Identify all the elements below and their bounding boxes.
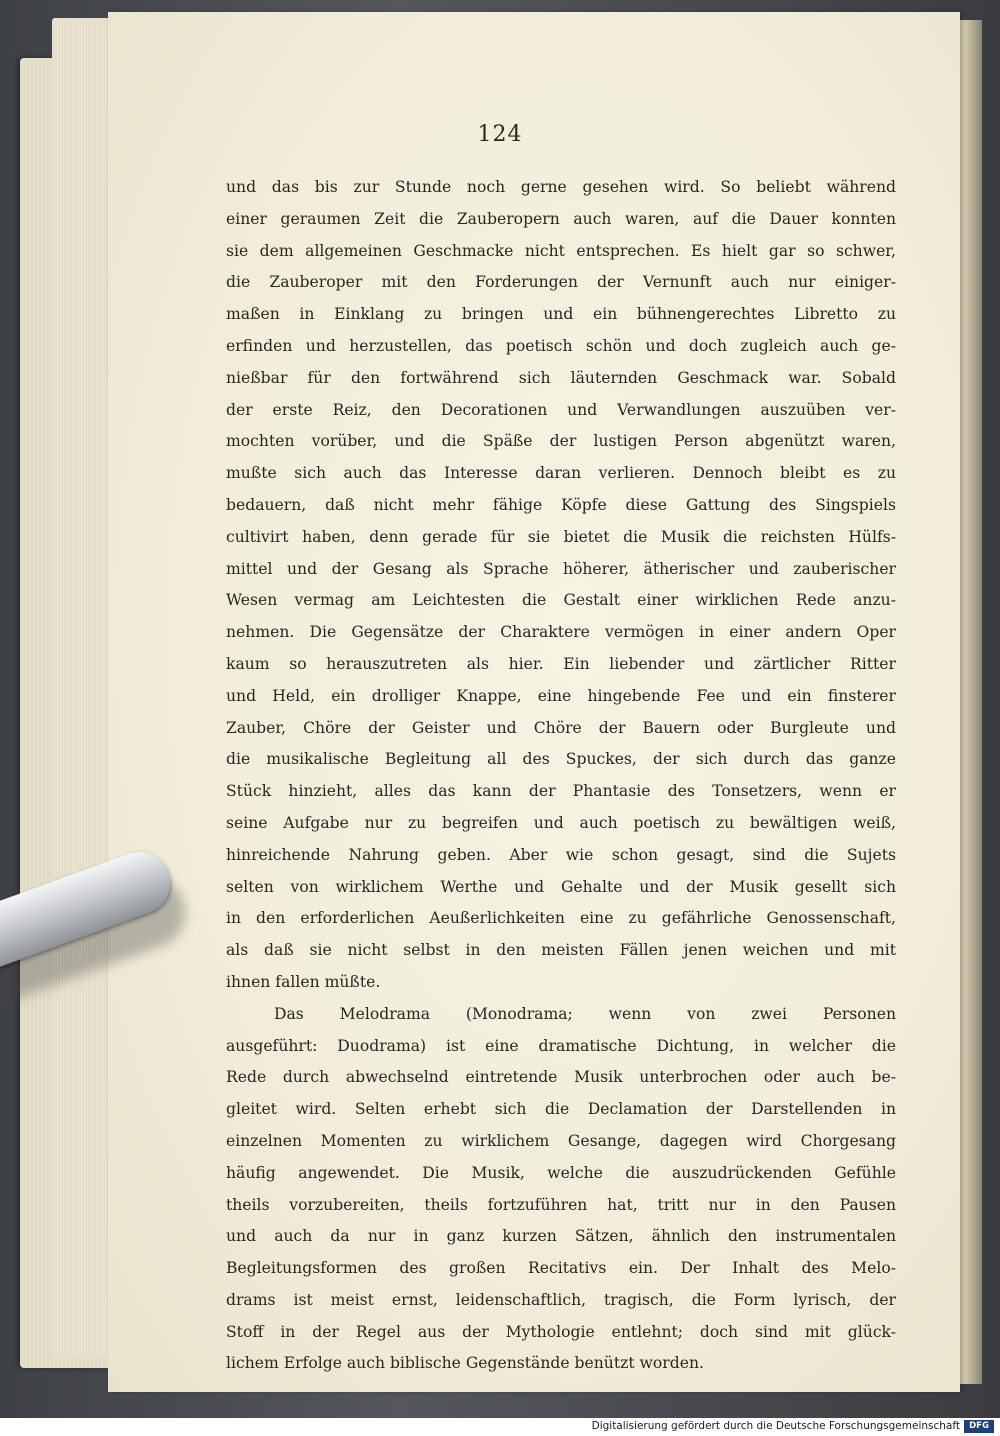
text-line: sie dem allgemeinen Geschmacke nicht entsprechen. Es hielt gar so schwer,	[226, 241, 896, 260]
text-line: in den erforderlichen Aeußerlichkeiten eine zu gefährliche Genossenschaft,	[226, 909, 896, 928]
facing-page-edge	[958, 20, 982, 1384]
text-line: häufig angewendet. Die Musik, welche die auszudrückenden Gefühle	[226, 1163, 896, 1182]
text-line: mochten vorüber, und die Späße der lustigen Person abgenützt waren,	[226, 432, 896, 451]
text-line: Stoff in der Regel aus der Mythologie entlehnt; doch sind mit glück-	[226, 1322, 896, 1341]
body-text	[226, 172, 896, 1380]
text-line: Begleitungsformen des großen Recitativs ein. Der Inhalt des Melo-	[226, 1259, 896, 1278]
text-line: einzelnen Momenten zu wirklichem Gesange, dagegen wird Chorgesang	[226, 1131, 896, 1150]
page-number: 124	[477, 122, 523, 147]
text-line: kaum so herauszutreten als hier. Ein liebender und zärtlicher Ritter	[226, 654, 896, 673]
text-line: und das bis zur Stunde noch gerne gesehen wird. So beliebt während	[226, 178, 896, 196]
text-line: mittel und der Gesang als Sprache höherer, ätherischer und zauberischer	[226, 559, 896, 578]
text-line: Zauber, Chöre der Geister und Chöre der Bauern oder Burgleute und	[226, 718, 896, 737]
text-line: der erste Reiz, den Decorationen und Verwandlungen auszuüben ver-	[226, 400, 896, 419]
paragraph-start-line: Das Melodrama (Monodrama; wenn von zwei Personen	[274, 1004, 896, 1023]
text-line: Wesen vermag am Leichtesten die Gestalt einer wirklichen Rede anzu-	[226, 591, 896, 610]
text-line: und Held, ein drolliger Knappe, eine hingebende Fee und ein finsterer	[226, 686, 896, 705]
dfg-logo: DFG	[964, 1420, 994, 1433]
text-line: als daß sie nicht selbst in den meisten Fällen jenen weichen und mit	[226, 941, 896, 960]
funding-credit: Digitalisierung gefördert durch die Deutsche Forschungsgemeinschaft	[591, 1420, 960, 1432]
text-line: die Zauberoper mit den Forderungen der Vernunft auch nur einiger-	[226, 273, 896, 292]
text-line: drams ist meist ernst, leidenschaftlich, tragisch, die Form lyrisch, der	[226, 1290, 896, 1309]
text-line: lichem Erfolge auch biblische Gegenstände benützt worden.	[226, 1354, 704, 1373]
text-line: einer geraumen Zeit die Zauberopern auch waren, auf die Dauer konnten	[226, 209, 896, 228]
text-line: theils vorzubereiten, theils fortzuführen hat, tritt nur in den Pausen	[226, 1195, 896, 1214]
text-line: Stück hinzieht, alles das kann der Phantasie des Tonsetzers, wenn er	[226, 782, 896, 801]
text-line: cultivirt haben, denn gerade für sie bietet die Musik die reichsten Hülfs-	[226, 527, 896, 546]
text-line: ausgeführt: Duodrama) ist eine dramatische Dichtung, in welcher die	[226, 1036, 896, 1055]
text-line: maßen in Einklang zu bringen und ein bühnengerechtes Libretto zu	[226, 305, 896, 324]
text-line: gleitet wird. Selten erhebt sich die Declamation der Darstellenden in	[226, 1100, 896, 1119]
text-line: und auch da nur in ganz kurzen Sätzen, ähnlich den instrumentalen	[226, 1227, 896, 1246]
text-line: seine Aufgabe nur zu begreifen und auch poetisch zu bewältigen weiß,	[226, 813, 896, 832]
text-line: die musikalische Begleitung all des Spuckes, der sich durch das ganze	[226, 750, 896, 769]
text-line: erfinden und herzustellen, das poetisch schön und doch zugleich auch ge-	[226, 336, 896, 355]
text-line: nehmen. Die Gegensätze der Charaktere vermögen in einer andern Oper	[226, 623, 896, 642]
text-line: mußte sich auch das Interesse daran verlieren. Dennoch bleibt es zu	[226, 464, 896, 483]
text-line: Rede durch abwechselnd eintretende Musik unterbrochen oder auch be-	[226, 1068, 896, 1087]
text-line: hinreichende Nahrung geben. Aber wie schon gesagt, sind die Sujets	[226, 845, 896, 864]
text-line: selten von wirklichem Werthe und Gehalte und der Musik gesellt sich	[226, 877, 896, 896]
text-line: nießbar für den fortwährend sich läuternden Geschmack war. Sobald	[226, 368, 896, 387]
text-line: bedauern, daß nicht mehr fähige Köpfe diese Gattung des Singspiels	[226, 495, 896, 514]
text-line: ihnen fallen müßte.	[226, 972, 381, 991]
